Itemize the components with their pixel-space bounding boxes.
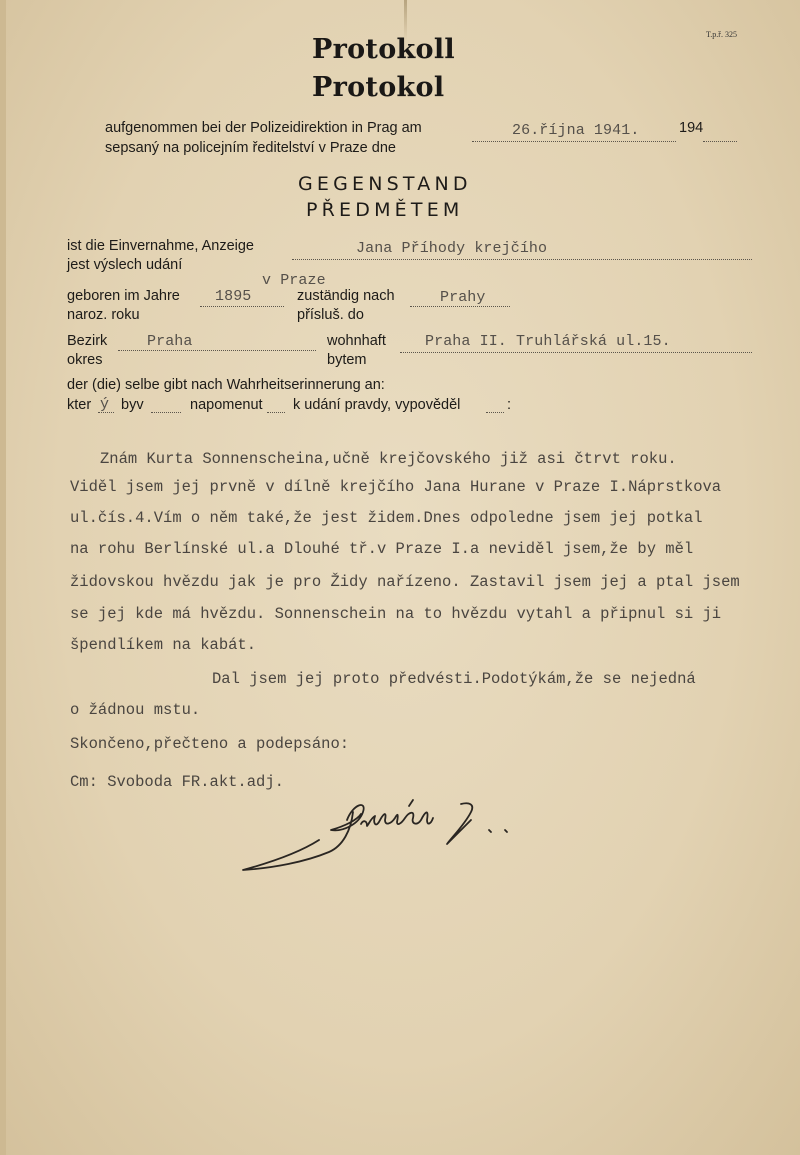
- field-label-wahrheit-cz-end: :: [507, 397, 512, 413]
- page-edge: [0, 0, 6, 1155]
- field-label-wahrheit-cz-2: byv: [121, 397, 144, 413]
- form-code: T.p.ř. 325: [706, 30, 737, 39]
- wahrheit-underline-2: [151, 412, 181, 413]
- body-line-7: špendlíkem na kabát.: [70, 636, 257, 654]
- field-label-wohnhaft-cz: bytem: [327, 352, 367, 368]
- anzeige-underline: [292, 259, 752, 260]
- bezirk-value: Praha: [147, 333, 193, 350]
- body-line-4: na rohu Berlínské ul.a Dlouhé tř.v Praze I.a neviděl jsem,že by měl: [70, 540, 694, 558]
- header-line-german: aufgenommen bei der Polizeidirektion in Prag am: [105, 120, 422, 136]
- year-underline: [703, 141, 737, 142]
- body-line-11: Cm: Svoboda FR.akt.adj.: [70, 773, 284, 791]
- wahrheit-underline-3: [267, 412, 285, 413]
- field-label-geboren-cz: naroz. roku: [67, 307, 140, 323]
- title-german: Protokoll: [312, 34, 455, 65]
- header-line-czech: sepsaný na policejním ředitelství v Praze dne: [105, 140, 396, 156]
- wahrheit-fill-1: ý: [100, 396, 110, 413]
- birth-year: 1895: [215, 288, 252, 305]
- subject-czech: PŘEDMĚTEM: [306, 199, 464, 221]
- field-label-anzeige-de: ist die Einvernahme, Anzeige: [67, 238, 254, 254]
- body-line-2: Viděl jsem jej prvně v dílně krejčího Jana Hurane v Praze I.Náprstkova: [70, 478, 722, 496]
- body-line-5: židovskou hvězdu jak je pro Židy nařízeno. Zastavil jsem jej a ptal jsem: [70, 573, 740, 591]
- body-line-1: Znám Kurta Sonnenscheina,učně krejčovského již asi čtrvt roku.: [100, 450, 677, 468]
- zustandig-value: Prahy: [440, 289, 486, 306]
- body-line-10: Skončeno,přečteno a podepsáno:: [70, 735, 350, 753]
- field-label-zustandig-cz: přísluš. do: [297, 307, 364, 323]
- field-label-wahrheit-de: der (die) selbe gibt nach Wahrheitserinnerung an:: [67, 377, 385, 393]
- field-label-anzeige-cz: jest výslech udání: [67, 257, 183, 273]
- bezirk-underline: [118, 350, 316, 351]
- date-underline: [472, 141, 676, 142]
- subject-german: GEGENSTAND: [298, 173, 472, 195]
- year-prefix: 194: [679, 120, 704, 136]
- zustandig-underline: [410, 306, 510, 307]
- handwritten-signature: [235, 790, 535, 880]
- wahrheit-underline-4: [486, 412, 504, 413]
- protocol-date: 26.října 1941.: [512, 122, 640, 139]
- title-czech: Protokol: [312, 72, 445, 103]
- wohnhaft-value: Praha II. Truhlářská ul.15.: [425, 333, 671, 350]
- field-label-wohnhaft-de: wohnhaft: [327, 333, 386, 349]
- field-label-bezirk-de: Bezirk: [67, 333, 108, 349]
- field-label-zustandig-de: zuständig nach: [297, 288, 395, 304]
- anzeige-value: Jana Příhody krejčího: [356, 240, 548, 257]
- body-line-8: Dal jsem jej proto předvésti.Podotýkám,že se nejedná: [212, 670, 696, 688]
- field-label-bezirk-cz: okres: [67, 352, 103, 368]
- field-label-geboren-de: geboren im Jahre: [67, 288, 180, 304]
- field-label-wahrheit-cz-4: k udání pravdy, vypověděl: [293, 397, 461, 413]
- birth-place: v Praze: [262, 272, 326, 289]
- body-line-6: se jej kde má hvězdu. Sonnenschein na to hvězdu vytahl a připnul si ji: [70, 605, 722, 623]
- wahrheit-underline-1: [98, 412, 114, 413]
- birth-year-underline: [200, 306, 284, 307]
- body-line-3: ul.čís.4.Vím o něm také,že jest židem.Dnes odpoledne jsem jej potkal: [70, 509, 703, 527]
- wohnhaft-underline: [400, 352, 752, 353]
- field-label-wahrheit-cz-3: napomenut: [190, 397, 263, 413]
- field-label-wahrheit-cz-1: kter: [67, 397, 92, 413]
- body-line-9: o žádnou mstu.: [70, 701, 201, 719]
